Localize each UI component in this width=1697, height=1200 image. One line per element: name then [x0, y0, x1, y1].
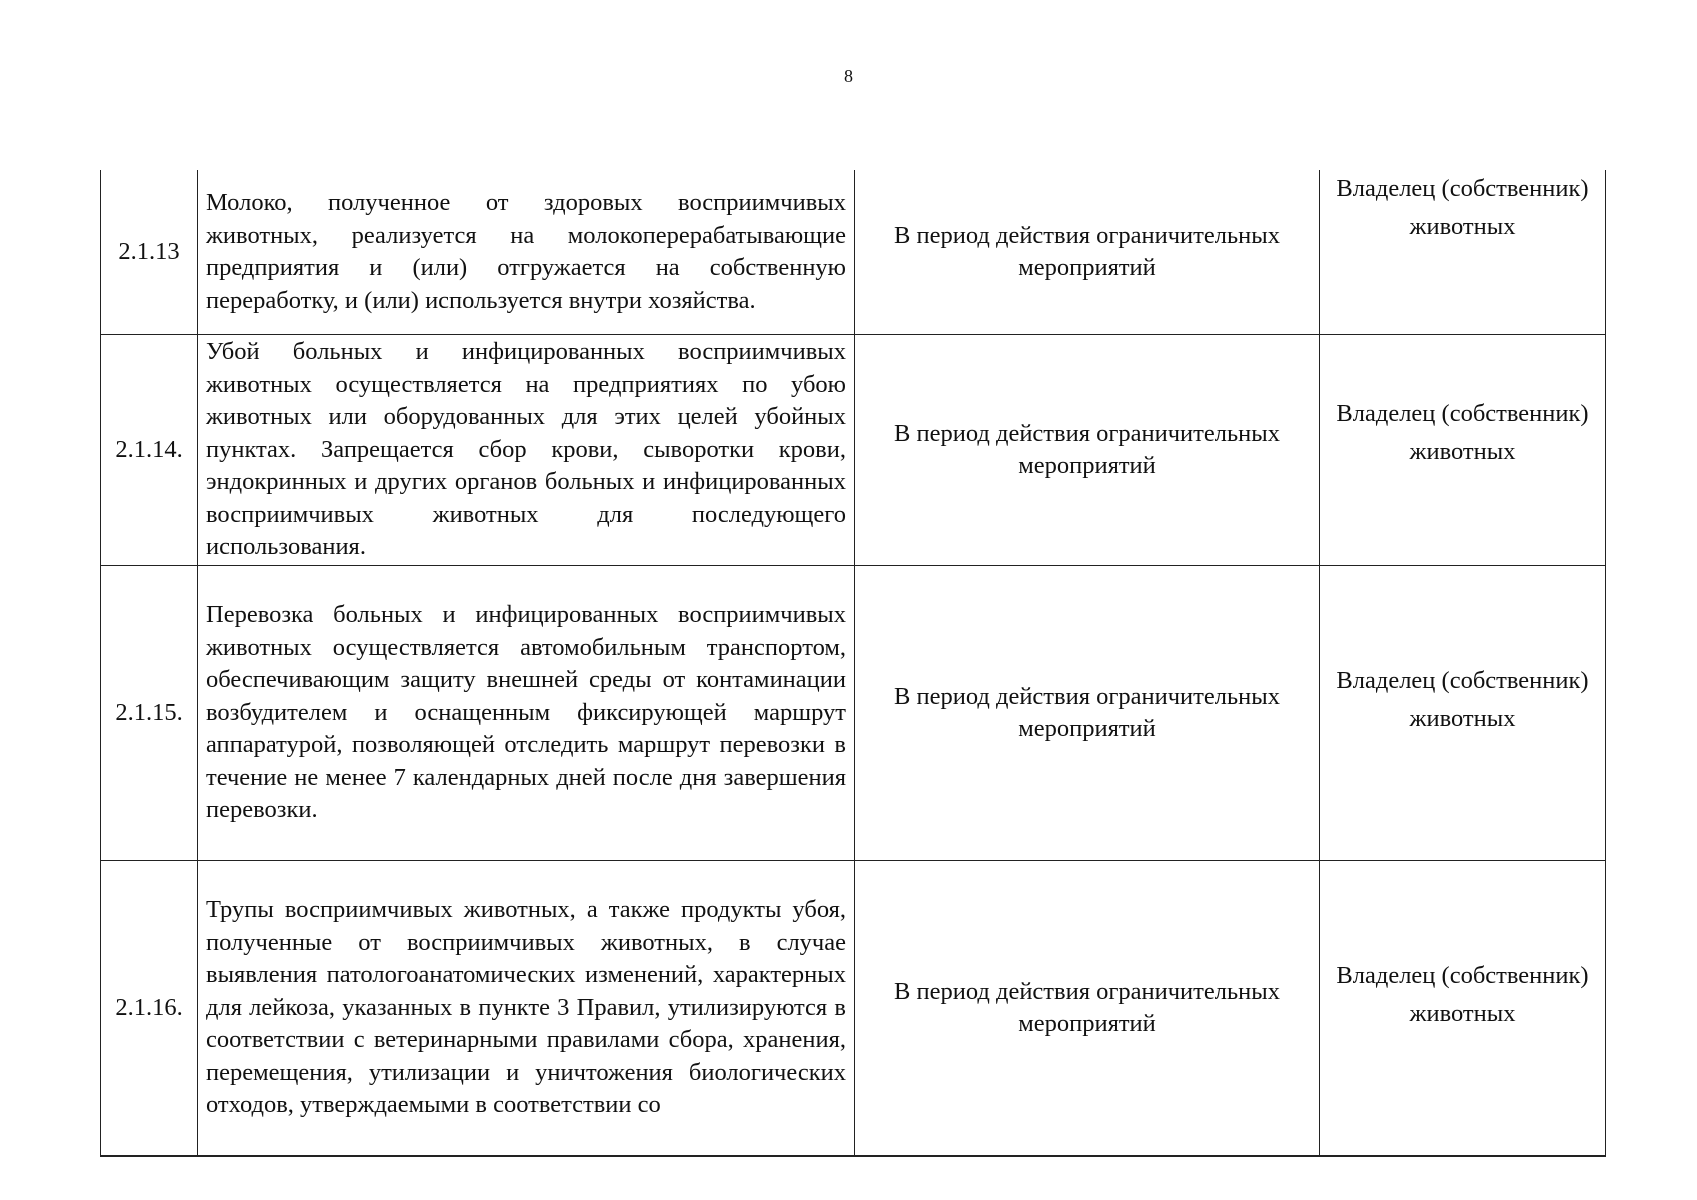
- item-period: В период действия ограничительных мероприятий: [855, 861, 1320, 1157]
- item-description: Перевозка больных и инфицированных восприимчивых животных осуществляется автомобильным транспортом, обеспечивающим защиту внешней среды от контаминации возбудителем и оснащенным фиксирующей маршрут аппаратурой, позволяющей отследить маршрут перевозки в течение не менее 7 календарных дней после дня завершения перевозки.: [198, 566, 855, 861]
- item-number: 2.1.15.: [101, 566, 198, 861]
- table-row: [101, 170, 1606, 335]
- item-responsible: Владелец (собственник) животных: [1320, 170, 1606, 335]
- table-row: [101, 566, 1606, 861]
- measures-table: [100, 170, 1606, 1157]
- item-period: В период действия ограничительных мероприятий: [855, 335, 1320, 566]
- item-number: 2.1.14.: [101, 335, 198, 566]
- item-responsible: Владелец (собственник) животных: [1320, 861, 1606, 1157]
- item-description: Трупы восприимчивых животных, а также продукты убоя, полученные от восприимчивых животных, в случае выявления патологоанатомических изменений, характерных для лейкоза, указанных в пункте 3 Правил, утилизируются в соответствии с ветеринарными правилами сбора, хранения, перемещения, утилизации и уничтожения биологических отходов, утверждаемыми в соответствии со: [198, 861, 855, 1157]
- item-description: Убой больных и инфицированных восприимчивых животных осуществляется на предприятиях по убою животных или оборудованных для этих целей убойных пунктах. Запрещается сбор крови, сыворотки крови, эндокринных и других органов больных и инфицированных восприимчивых животных для последующего использования.: [198, 335, 855, 566]
- item-responsible: Владелец (собственник) животных: [1320, 335, 1606, 566]
- item-description: Молоко, полученное от здоровых восприимчивых животных, реализуется на молокоперерабатывающие предприятия и (или) отгружается на собственную переработку, и (или) используется внутри хозяйства.: [198, 170, 855, 335]
- item-responsible: Владелец (собственник) животных: [1320, 566, 1606, 861]
- item-number: 2.1.13: [101, 170, 198, 335]
- table-row: [101, 335, 1606, 566]
- item-period: В период действия ограничительных мероприятий: [855, 566, 1320, 861]
- table-row: [101, 861, 1606, 1157]
- item-number: 2.1.16.: [101, 861, 198, 1157]
- item-period: В период действия ограничительных мероприятий: [855, 170, 1320, 335]
- page-number: 8: [844, 66, 853, 86]
